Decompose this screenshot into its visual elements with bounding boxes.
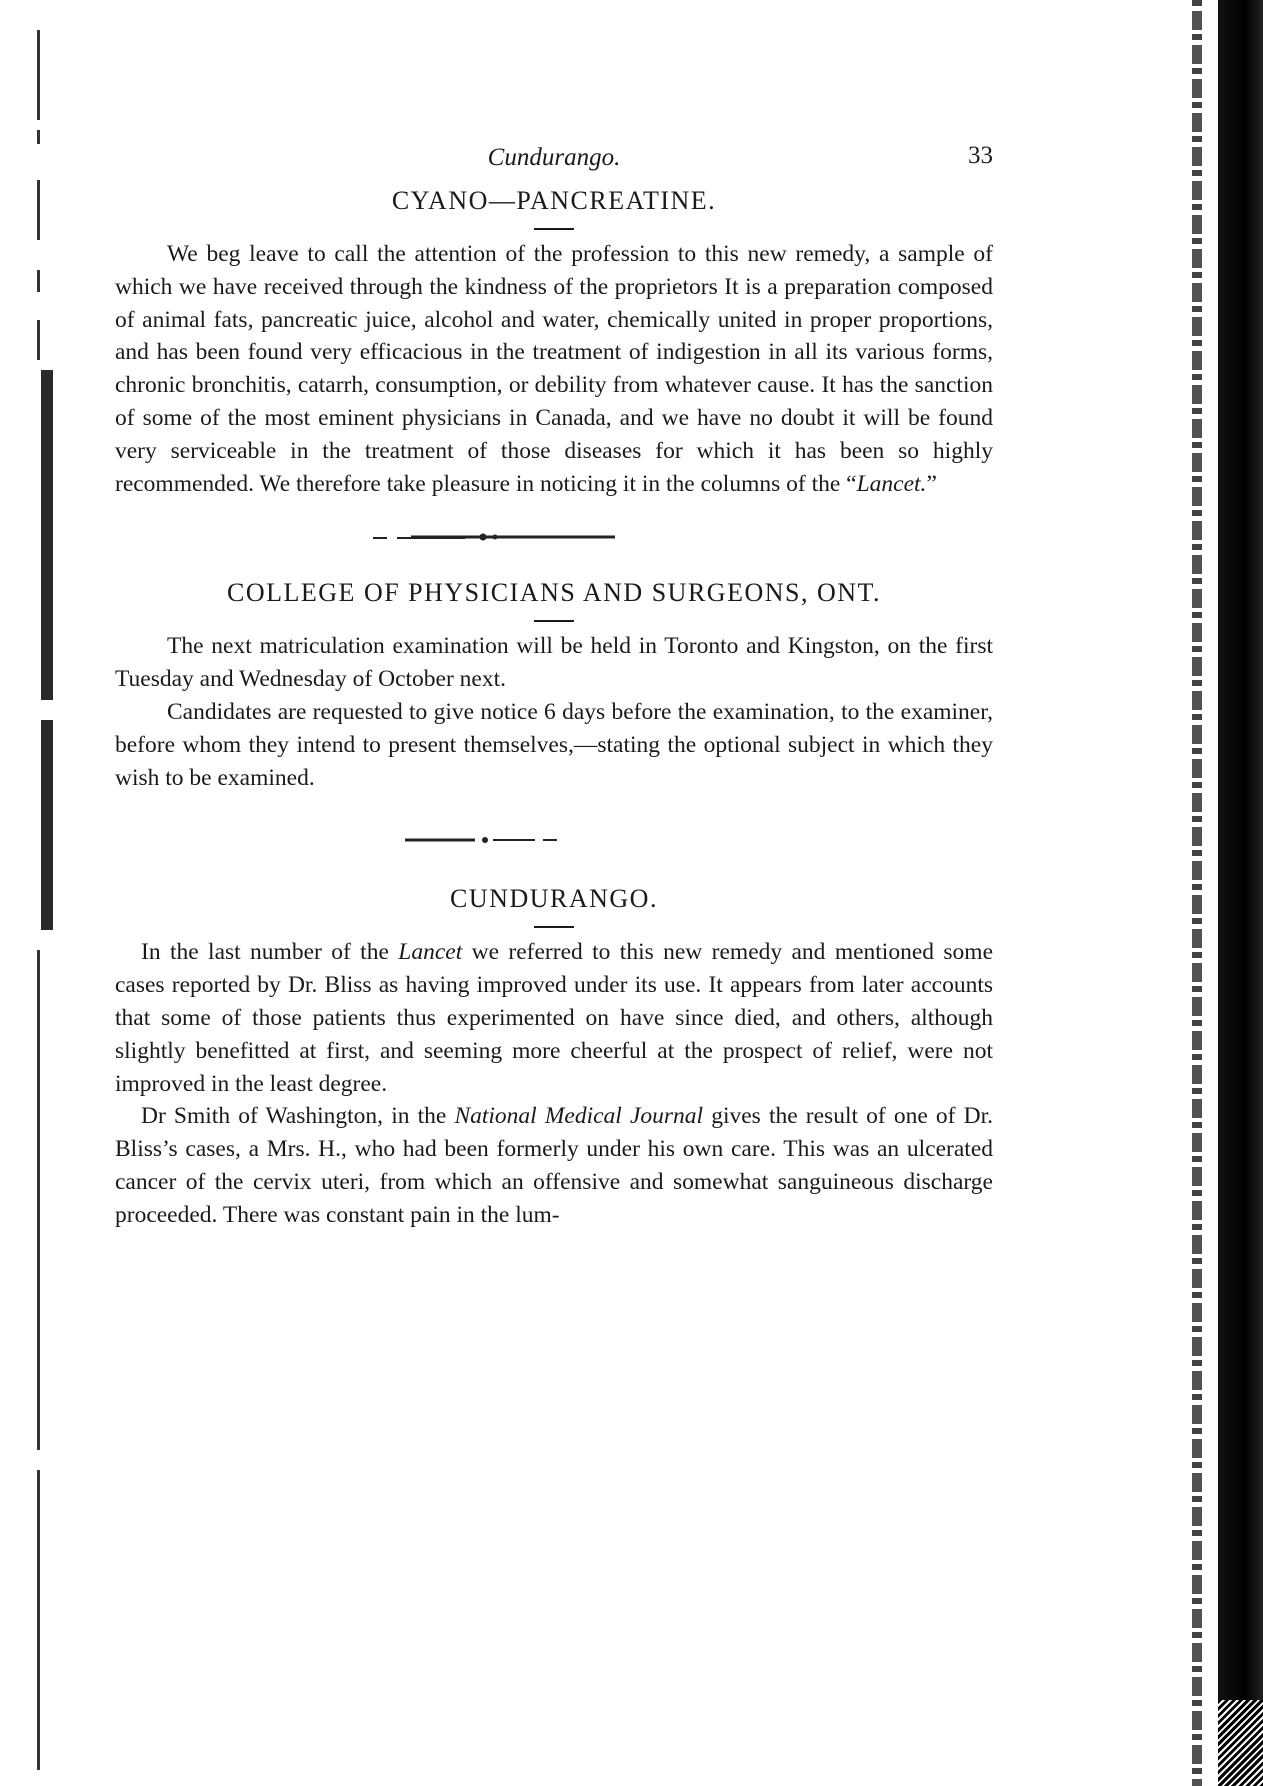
- section-heading: CUNDURANGO.: [450, 884, 658, 914]
- scan-left-edge: [35, 0, 57, 1786]
- paragraph-text: gives the result of one of Dr. Bliss’s cases, a Mrs. H., who had been formerly under his own care. This was an ulcerated cancer of the cervix uteri, from which an offensive and somewhat sanguineous discharge proceeded. There was constant pain in the lum-: [115, 1103, 994, 1228]
- running-title: Cundurango.: [487, 144, 621, 171]
- closing-quote: ”: [926, 470, 937, 497]
- journal-reference: National Medical Journal: [454, 1103, 704, 1130]
- section-heading: CYANO—PANCREATINE.: [391, 186, 717, 215]
- paragraph: [115, 1100, 993, 1231]
- paragraph-text: we referred to this new remedy and mentioned some cases reported by Dr. Bliss as having improved under its use. It appears from later accounts that some of those patients thus experimented on have since died, and others, although slightly benefitted at first, and seeming more cheerful at the prospect of relief, were not improved in the least degree.: [115, 939, 993, 1097]
- running-head: [115, 140, 993, 180]
- heading-rule: [534, 228, 574, 230]
- section-college: [115, 576, 993, 794]
- scan-binding-edge: [1180, 0, 1263, 1786]
- paragraph-text: Dr Smith of Washington, in the: [141, 1103, 455, 1130]
- section-divider: [115, 828, 993, 852]
- lancet-reference: Lancet.: [856, 470, 927, 497]
- page-number: 33: [968, 142, 993, 169]
- paragraph: The next matriculation examination will be held in Toronto and Kingston, on the first Tuesday and Wednesday of October next.: [115, 633, 993, 693]
- section-divider: [115, 526, 993, 550]
- paragraph: [115, 936, 993, 1100]
- book-page: [115, 140, 993, 1232]
- section-heading: COLLEGE OF PHYSICIANS AND SURGEONS, ONT.: [227, 578, 881, 608]
- section-cyano-pancreatine: [115, 184, 993, 500]
- paragraph-text: We beg leave to call the attention of the profession to this new remedy, a sample of which we have received through the kindness of the proprietors It is a preparation composed of animal fats, pancreatic juice, alcohol and water, chemically united in proper proportions, and has been found very efficacious in the treatment of indigestion in all its various forms, chronic bronchitis, catarrh, consumption, or debility from whatever cause. It has the sanction of some of the most eminent physicians in Canada, and we have no doubt it will be found very serviceable in the treatment of those diseases for which it has been so highly recommended. We therefore take pleasure in noticing it in the columns of the “: [115, 241, 993, 497]
- heading-rule: [534, 926, 574, 928]
- paragraph: Candidates are requested to give notice 6 days before the examination, to the examiner, before whom they intend to present themselves,—stating the optional subject in which they wish to be examined.: [115, 698, 993, 791]
- section-cundurango: [115, 882, 993, 1231]
- paragraph-text: In the last number of the: [141, 939, 399, 966]
- lancet-reference: Lancet: [398, 939, 463, 966]
- heading-rule: [534, 620, 574, 622]
- paragraph: [115, 238, 993, 500]
